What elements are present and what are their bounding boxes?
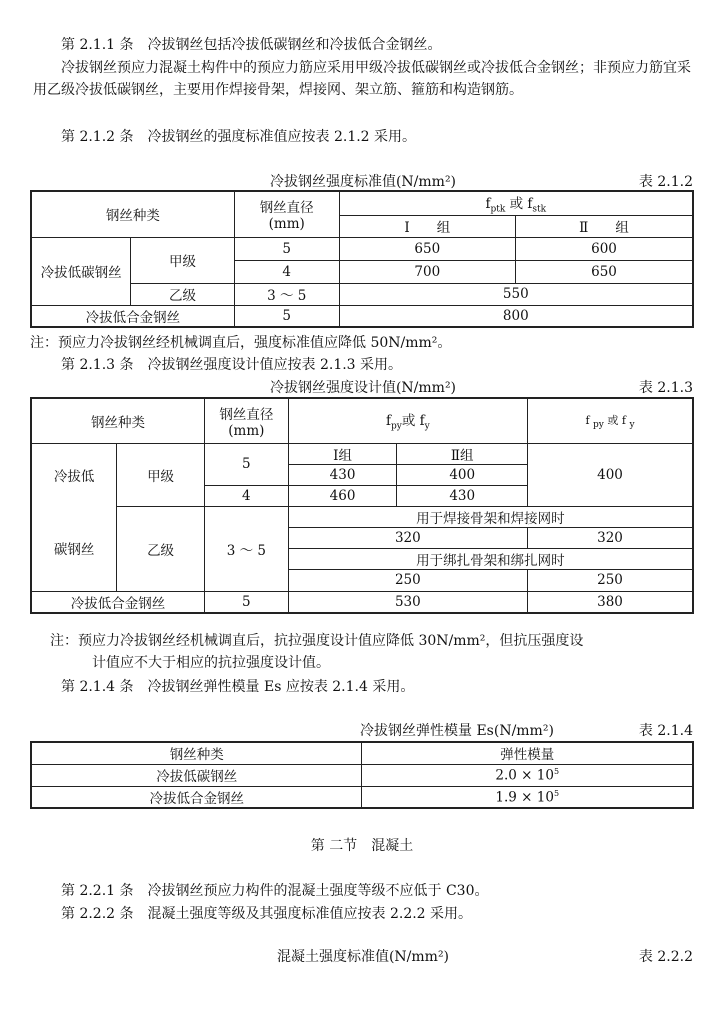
- table-2-1-2: [30, 190, 694, 328]
- cell-value: 650: [339, 237, 515, 260]
- section-title: 第 二节 混凝土: [310, 838, 414, 854]
- cell-low-carbon: 冷拔低碳钢丝: [31, 237, 131, 305]
- cell-low-carbon-1: 冷拔低: [31, 443, 117, 506]
- table-2-1-4: [30, 741, 694, 809]
- header-type: 钢丝种类: [31, 398, 204, 443]
- header-fpy: $f_{py}$或 $f_y$: [288, 398, 527, 443]
- cell-alloy: 冷拔低合金钢丝: [31, 591, 204, 613]
- cell-value: 400: [397, 464, 528, 485]
- table-number: 表 2.2.2: [638, 949, 693, 965]
- table-2-1-2-note: 注：预应力冷拔钢丝经机械调直后，强度标准值应降低 50N/mm²。: [30, 335, 452, 351]
- cell-value: 700: [339, 260, 515, 283]
- table-title: 冷拔钢丝强度标准值(N/mm²): [269, 174, 457, 190]
- table-2-2-2-caption: [33, 946, 693, 966]
- cell-value: 800: [339, 305, 693, 327]
- cell-type: 冷拔低碳钢丝: [31, 764, 362, 786]
- cell-dia: 5: [234, 237, 339, 260]
- table-2-1-3-note-2: 计值应不大于相应的抗拉强度设计值。: [92, 655, 330, 671]
- article-2-1-3: 第 2.1.3 条 冷拔钢丝强度设计值应按表 2.1.3 采用。: [61, 357, 403, 373]
- cell-value: 650: [516, 260, 694, 283]
- table-number: 表 2.1.3: [638, 380, 693, 396]
- header-diameter: 钢丝直径 (mm): [204, 398, 288, 443]
- cell-value: 600: [516, 237, 694, 260]
- table-2-1-3-caption: [33, 377, 693, 397]
- cell-value: 550: [339, 283, 693, 305]
- cell-dia: 3 ～ 5: [234, 283, 339, 305]
- header-fptk: $f_{ptk}$ 或 $f_{stk}$: [339, 191, 693, 215]
- cell-value: 430: [288, 464, 397, 485]
- cell-value: 430: [397, 485, 528, 506]
- cell-dia: 4: [204, 485, 288, 506]
- cell-value: 460: [288, 485, 397, 506]
- cell-value: 250: [288, 569, 527, 591]
- table-number: 表 2.1.2: [638, 174, 693, 190]
- table-2-1-4-caption: [360, 720, 693, 740]
- article-2-1-1-line1: 第 2.1.1 条 冷拔钢丝包括冷拔低碳钢丝和冷拔低合金钢丝。: [61, 37, 442, 53]
- article-2-1-1-body: 冷拔钢丝预应力混凝土构件中的预应力筋应采用甲级冷拔低碳钢丝或冷拔低合金钢丝；非预应力筋宜采用乙级冷拔低碳钢丝，主要用作焊接骨架，焊接网、架立筋、箍筋和构造钢筋。: [33, 60, 691, 98]
- cell-tie-label: 用于绑扎骨架和绑扎网时: [288, 548, 693, 569]
- article-2-2-1: 第 2.2.1 条 冷拔钢丝预应力构件的混凝土强度等级不应低于 C30。: [61, 883, 489, 899]
- header-group-2: Ⅱ 组: [516, 215, 694, 237]
- header-diameter: 钢丝直径 (mm): [234, 191, 339, 237]
- cell-value: 530: [288, 591, 527, 613]
- cell-dia: 5: [234, 305, 339, 327]
- cell-dia: 5: [204, 591, 288, 613]
- cell-value: 320: [288, 527, 527, 548]
- article-2-1-4: 第 2.1.4 条 冷拔钢丝弹性模量 Es 应按表 2.1.4 采用。: [61, 679, 415, 695]
- table-2-1-3: [30, 397, 694, 614]
- header-group-1: Ⅰ 组: [339, 215, 515, 237]
- table-2-1-3-note-1: 注：预应力冷拔钢丝经机械调直后，抗拉强度设计值应降低 30N/mm²，但抗压强度设: [50, 633, 584, 649]
- article-2-1-2: 第 2.1.2 条 冷拔钢丝的强度标准值应按表 2.1.2 采用。: [61, 129, 417, 145]
- cell-dia: 4: [234, 260, 339, 283]
- header-modulus: 弹性模量: [362, 742, 693, 764]
- cell-value: 320: [528, 527, 694, 548]
- cell-grade-a: 甲级: [117, 443, 205, 506]
- table-title: 混凝土强度标准值(N/mm²): [276, 949, 450, 965]
- cell-grade-a: 甲级: [131, 237, 235, 283]
- cell-type: 冷拔低合金钢丝: [31, 786, 362, 808]
- cell-dia: 3 ～ 5: [204, 506, 288, 591]
- table-number: 表 2.1.4: [638, 723, 693, 739]
- cell-low-carbon-2: 碳钢丝: [31, 506, 117, 591]
- article-2-2-2: 第 2.2.2 条 混凝土强度等级及其强度标准值应按表 2.2.2 采用。: [61, 906, 473, 922]
- header-fpyc: f $_{py}$ 或 f $_y$: [528, 398, 694, 443]
- cell-value: 380: [528, 591, 694, 613]
- cell-grade-b: 乙级: [117, 506, 205, 591]
- cell-grade-b: 乙级: [131, 283, 235, 305]
- cell-value: $1.9 \times 10^5$: [362, 786, 693, 808]
- header-group-1: Ⅰ组: [288, 443, 397, 464]
- table-title: 冷拔钢丝强度设计值(N/mm²): [269, 380, 457, 396]
- cell-value: $2.0 \times 10^5$: [362, 764, 693, 786]
- cell-alloy: 冷拔低合金钢丝: [31, 305, 234, 327]
- header-type: 钢丝种类: [31, 191, 234, 237]
- cell-value: 400: [528, 443, 694, 506]
- table-title: 冷拔钢丝弹性模量 Es(N/mm²): [360, 723, 554, 739]
- header-type: 钢丝种类: [31, 742, 362, 764]
- header-group-2: Ⅱ组: [397, 443, 528, 464]
- table-2-1-2-caption: [33, 171, 693, 191]
- cell-dia: 5: [204, 443, 288, 485]
- cell-value: 250: [528, 569, 694, 591]
- cell-weld-label: 用于焊接骨架和焊接网时: [288, 506, 693, 527]
